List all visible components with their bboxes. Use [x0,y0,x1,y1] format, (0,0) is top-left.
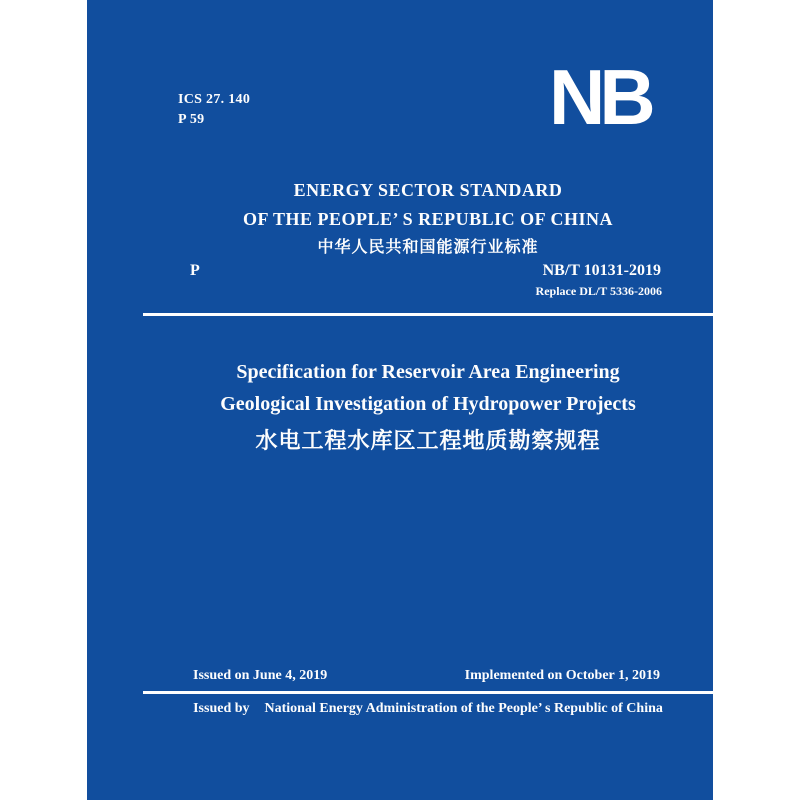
p-letter: P [190,262,200,279]
standard-heading [143,176,713,260]
replaces-note: Replace DL/T 5336-2006 [535,284,662,298]
standard-heading-line1: ENERGY SECTOR STANDARD [293,180,563,200]
document-title [143,356,713,456]
top-divider [143,313,713,316]
ics-code: ICS 27. 140 [178,92,251,107]
standard-number-row [143,262,713,280]
title-english-line2: Geological Investigation of Hydropower Projects [220,393,636,415]
standard-heading-line2: OF THE PEOPLE’ S REPUBLIC OF CHINA [242,209,614,229]
p-classification-code: P 59 [178,112,205,127]
issued-by-label: Issued by [193,701,250,716]
content-column [143,0,713,800]
implemented-date: Implemented on October 1, 2019 [464,668,660,683]
issued-date: Issued on June 4, 2019 [193,668,328,683]
nb-logo: NB [549,53,650,141]
standard-number: NB/T 10131-2019 [542,262,661,279]
title-english-line1: Specification for Reservoir Area Engineering [236,361,620,383]
issued-by-value: National Energy Administration of the People’ s Republic of China [264,701,663,716]
issued-by-row [143,701,713,717]
standard-cover [87,0,713,800]
bottom-divider [143,691,713,694]
standard-heading-chinese: 中华人民共和国能源行业标准 [317,239,539,256]
dates-row [143,668,713,684]
title-chinese: 水电工程水库区工程地质勘察规程 [255,428,601,453]
